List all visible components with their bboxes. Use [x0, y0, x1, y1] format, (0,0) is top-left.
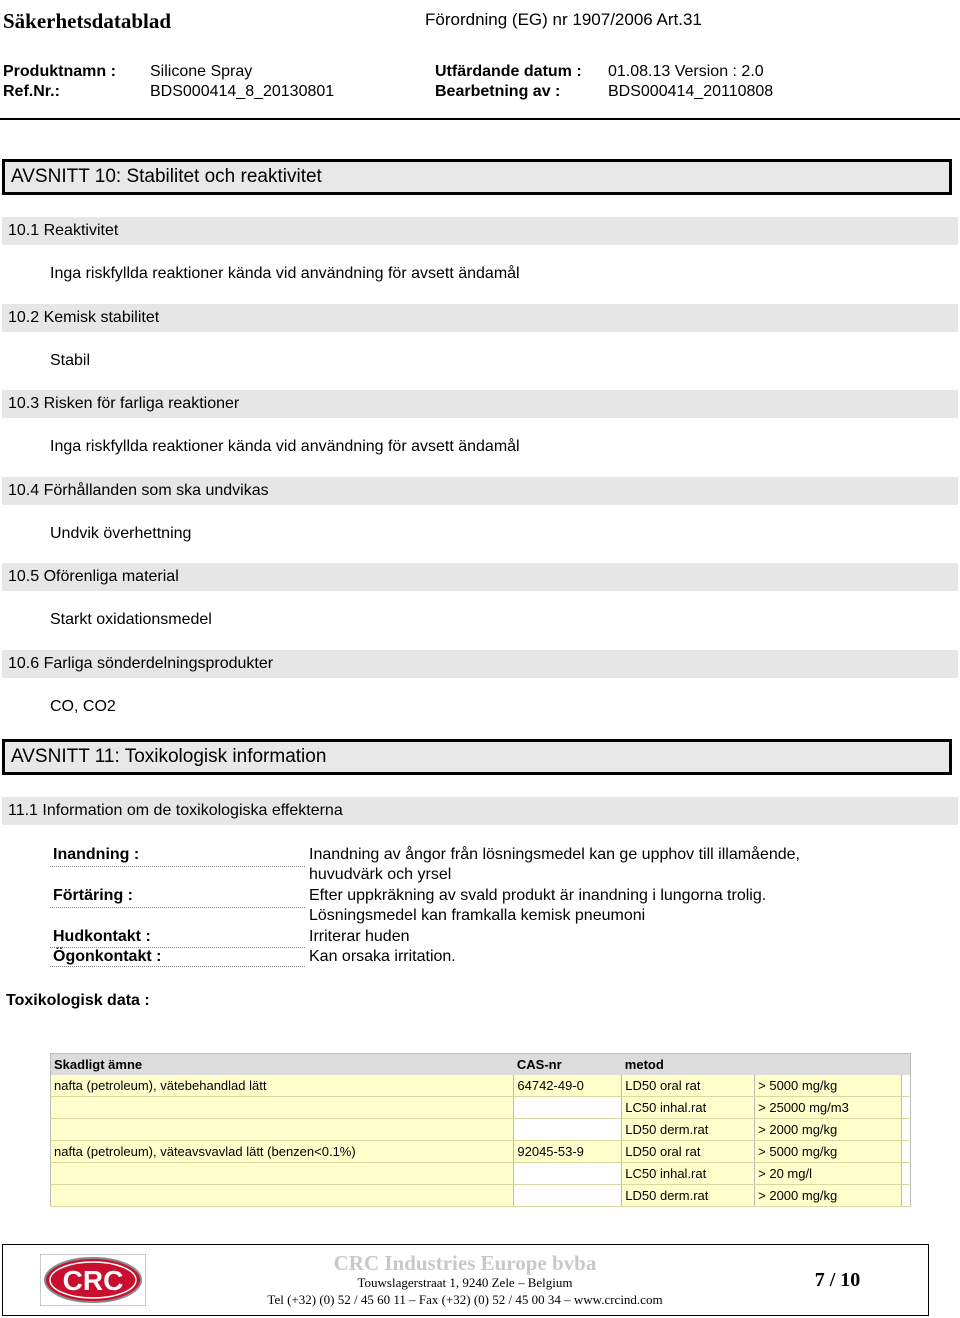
- cas-cell: [514, 1119, 622, 1141]
- substance-cell: nafta (petroleum), väteavsvavlad lätt (benzen<0.1%): [51, 1141, 514, 1163]
- effect-divider: [50, 907, 305, 908]
- section-10-heading: AVSNITT 10: Stabilitet och reaktivitet: [2, 159, 952, 195]
- subsection-10-4-text: Undvik överhettning: [50, 525, 192, 542]
- subsection-10-1-text: Inga riskfyllda reaktioner kända vid användning för avsett ändamål: [50, 265, 520, 282]
- method-cell: LD50 derm.rat: [622, 1185, 755, 1207]
- method-cell: LC50 inhal.rat: [622, 1097, 755, 1119]
- crc-logo: [40, 1254, 146, 1306]
- page-number: 7 / 10: [814, 1269, 861, 1291]
- column-header-spacer: [901, 1054, 910, 1076]
- column-header-method: metod: [622, 1054, 755, 1076]
- cas-cell: [514, 1163, 622, 1185]
- subsection-10-5-heading: 10.5 Oförenliga material: [2, 563, 958, 591]
- subsection-10-3-text: Inga riskfyllda reaktioner kända vid användning för avsett ändamål: [50, 438, 520, 455]
- table-header-row: [51, 1054, 911, 1076]
- issue-date-value: 01.08.13 Version : 2.0: [608, 63, 764, 80]
- cas-cell: [514, 1097, 622, 1119]
- company-contact: Tel (+32) (0) 52 / 45 60 11 – Fax (+32) (0) 52 / 45 00 34 – www.crcind.com: [267, 1292, 663, 1307]
- revision-value: BDS000414_20110808: [608, 83, 774, 100]
- product-name-value: Silicone Spray: [150, 63, 253, 80]
- subsection-10-2-heading: 10.2 Kemisk stabilitet: [2, 304, 958, 332]
- substance-cell: [51, 1097, 514, 1119]
- column-header-cas: CAS-nr: [514, 1054, 622, 1076]
- revision-label: Bearbetning av :: [435, 83, 561, 100]
- value-cell: > 20 mg/l: [755, 1163, 902, 1185]
- subsection-11-1-heading: 11.1 Information om de toxikologiska effekterna: [2, 797, 958, 825]
- subsection-10-1-heading: 10.1 Reaktivitet: [2, 217, 958, 245]
- ref-number-value: BDS000414_8_20130801: [150, 83, 335, 100]
- subsection-10-6-text: CO, CO2: [50, 698, 116, 715]
- value-cell: > 2000 mg/kg: [755, 1119, 902, 1141]
- value-cell: > 2000 mg/kg: [755, 1185, 902, 1207]
- regulation-reference: Förordning (EG) nr 1907/2006 Art.31: [425, 10, 702, 29]
- column-header-substance: Skadligt ämne: [51, 1054, 514, 1076]
- substance-cell: [51, 1185, 514, 1207]
- table-row: [51, 1141, 911, 1163]
- company-name: CRC Industries Europe bvba: [333, 1251, 597, 1275]
- substance-cell: [51, 1163, 514, 1185]
- value-cell: > 5000 mg/kg: [755, 1075, 902, 1097]
- effect-divider: [50, 966, 305, 967]
- method-cell: LD50 oral rat: [622, 1075, 755, 1097]
- eye-contact-label: Ögonkontakt :: [53, 948, 162, 965]
- ingestion-label: Förtäring :: [53, 887, 133, 904]
- ingestion-text: Efter uppkräkning av svald produkt är inandning i lungorna trolig. Lösningsmedel kan framkalla kemisk pneumoni: [309, 887, 767, 924]
- cas-cell: 64742-49-0: [514, 1075, 622, 1097]
- substance-cell: [51, 1119, 514, 1141]
- method-cell: LC50 inhal.rat: [622, 1163, 755, 1185]
- method-cell: LD50 oral rat: [622, 1141, 755, 1163]
- column-header-value: [755, 1054, 902, 1076]
- section-11-heading: AVSNITT 11: Toxikologisk information: [2, 739, 952, 775]
- company-address: Touwslagerstraat 1, 9240 Zele – Belgium: [357, 1275, 573, 1290]
- table-row: [51, 1097, 911, 1119]
- skin-contact-label: Hudkontakt :: [53, 928, 151, 945]
- cas-cell: 92045-53-9: [514, 1141, 622, 1163]
- tox-data-label: Toxikologisk data :: [6, 992, 150, 1009]
- ref-number-label: Ref.Nr.:: [3, 83, 60, 100]
- subsection-10-3-heading: 10.3 Risken för farliga reaktioner: [2, 390, 958, 418]
- table-row: [51, 1075, 911, 1097]
- subsection-10-4-heading: 10.4 Förhållanden som ska undvikas: [2, 477, 958, 505]
- header-divider: [0, 118, 960, 120]
- eye-contact-text: Kan orsaka irritation.: [309, 948, 456, 965]
- cas-cell: [514, 1185, 622, 1207]
- value-cell: > 25000 mg/m3: [755, 1097, 902, 1119]
- inhalation-text: Inandning av ångor från lösningsmedel kan ge upphov till illamående, huvudvärk och yrsel: [309, 846, 800, 883]
- table-row: [51, 1163, 911, 1185]
- method-cell: LD50 derm.rat: [622, 1119, 755, 1141]
- product-name-label: Produktnamn :: [3, 63, 116, 80]
- svg-text:CRC: CRC: [62, 1265, 124, 1296]
- table-row: [51, 1119, 911, 1141]
- table-row: [51, 1185, 911, 1207]
- subsection-10-5-text: Starkt oxidationsmedel: [50, 611, 212, 628]
- value-cell: > 5000 mg/kg: [755, 1141, 902, 1163]
- skin-contact-text: Irriterar huden: [309, 928, 410, 945]
- subsection-10-6-heading: 10.6 Farliga sönderdelningsprodukter: [2, 650, 958, 678]
- tox-data-table: [50, 1053, 911, 1207]
- document-title: Säkerhetsdatablad: [3, 9, 172, 33]
- effect-divider: [50, 866, 305, 867]
- subsection-10-2-text: Stabil: [50, 352, 91, 369]
- substance-cell: nafta (petroleum), vätebehandlad lätt: [51, 1075, 514, 1097]
- inhalation-label: Inandning :: [53, 846, 140, 863]
- issue-date-label: Utfärdande datum :: [435, 63, 582, 80]
